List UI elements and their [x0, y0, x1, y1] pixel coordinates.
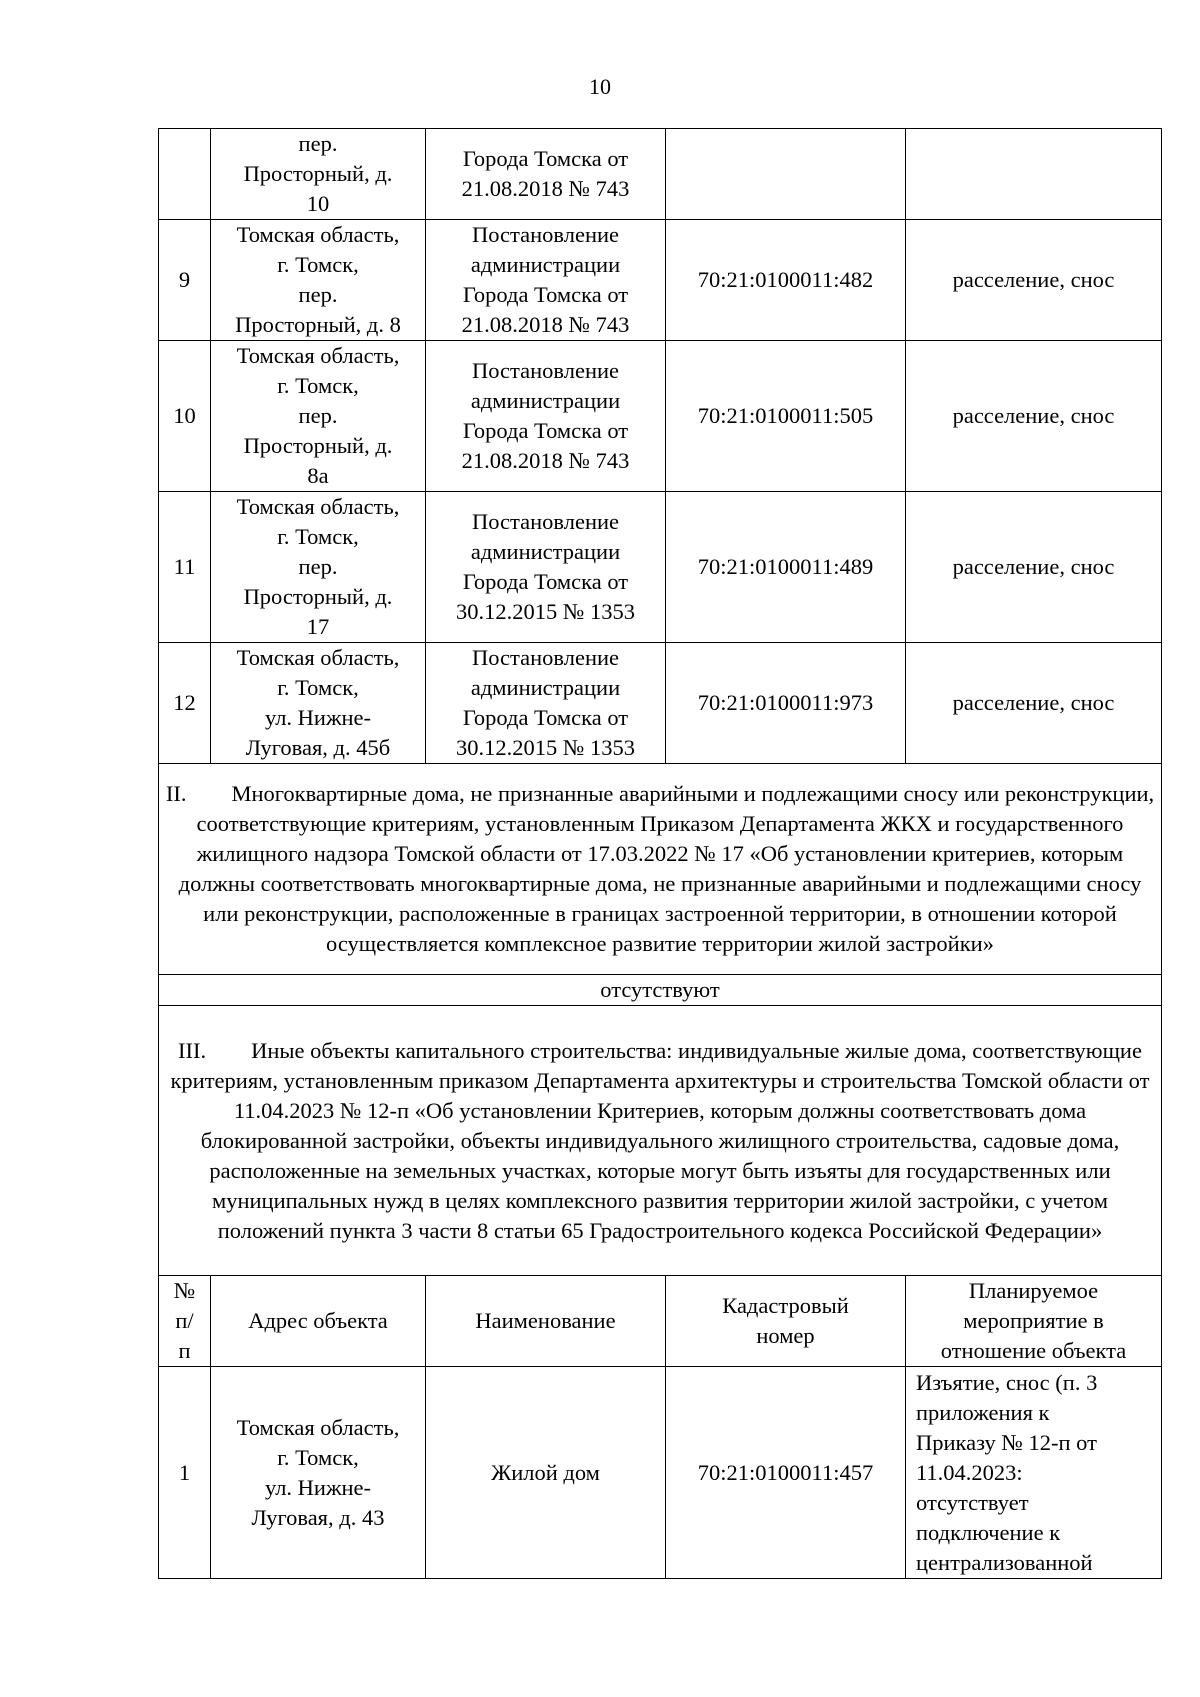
document-cell: Постановление администрации Города Томска от 30.12.2015 № 1353	[426, 643, 666, 764]
document-cell: Постановление администрации Города Томска от 21.08.2018 № 743	[426, 220, 666, 341]
action-cell: расселение, снос	[906, 220, 1162, 341]
cadastral-cell: 70:21:0100011:482	[666, 220, 906, 341]
header-address: Адрес объекта	[211, 1276, 426, 1367]
action-cell: расселение, снос	[906, 341, 1162, 492]
objects-table	[158, 128, 1162, 1579]
table-header-row	[159, 1276, 1162, 1367]
section-heading-row	[159, 1006, 1162, 1276]
section-heading-row	[159, 764, 1162, 975]
document-cell: Постановление администрации Города Томска от 30.12.2015 № 1353	[426, 492, 666, 643]
row-number-cell: 12	[159, 643, 211, 764]
table-row	[159, 643, 1162, 764]
cadastral-cell	[666, 129, 906, 220]
address-cell: Томская область, г. Томск, пер. Просторный, д. 8а	[211, 341, 426, 492]
row-number-cell: 10	[159, 341, 211, 492]
absent-row	[159, 975, 1162, 1006]
table-row	[159, 129, 1162, 220]
row-number-cell: 1	[159, 1367, 211, 1579]
name-cell: Жилой дом	[426, 1367, 666, 1579]
section-3-heading: III. Иные объекты капитального строительства: индивидуальные жилые дома, соответствующие критериям, установленным приказом Департамента архитектуры и строительства Томской области от 11.04.2023 № 12-п «Об установлении Критериев, которым должны соответствовать дома блокированной застройки, объекты индивидуального жилищного строительства, садовые дома, расположенные на земельных участках, которые могут быть изъяты для государственных или муниципальных нужд в целях комплексного развития территории жилой застройки, с учетом положений пункта 3 части 8 статьи 65 Градостроительного кодекса Российской Федерации»	[159, 1006, 1162, 1276]
row-number-cell: 9	[159, 220, 211, 341]
table-row	[159, 220, 1162, 341]
address-cell: пер. Просторный, д. 10	[211, 129, 426, 220]
header-name: Наименование	[426, 1276, 666, 1367]
section-2-absent-text: отсутствуют	[159, 975, 1162, 1006]
address-cell: Томская область, г. Томск, пер. Просторный, д. 8	[211, 220, 426, 341]
action-cell: расселение, снос	[906, 492, 1162, 643]
cadastral-cell: 70:21:0100011:505	[666, 341, 906, 492]
header-action: Планируемое мероприятие в отношение объекта	[906, 1276, 1162, 1367]
document-cell: Постановление администрации Города Томска от 21.08.2018 № 743	[426, 341, 666, 492]
cadastral-cell: 70:21:0100011:489	[666, 492, 906, 643]
header-num: № п/ п	[159, 1276, 211, 1367]
address-cell: Томская область, г. Томск, пер. Просторный, д. 17	[211, 492, 426, 643]
table-row	[159, 1367, 1162, 1579]
cadastral-cell: 70:21:0100011:457	[666, 1367, 906, 1579]
cadastral-cell: 70:21:0100011:973	[666, 643, 906, 764]
page-number: 10	[589, 74, 611, 99]
action-cell	[906, 129, 1162, 220]
header-cadastral: Кадастровый номер	[666, 1276, 906, 1367]
address-cell: Томская область, г. Томск, ул. Нижне- Луговая, д. 43	[211, 1367, 426, 1579]
action-cell: Изъятие, снос (п. 3 приложения к Приказу № 12-п от 11.04.2023: отсутствует подключение к централизованной	[906, 1367, 1162, 1579]
row-number-cell: 11	[159, 492, 211, 643]
address-cell: Томская область, г. Томск, ул. Нижне- Луговая, д. 45б	[211, 643, 426, 764]
table-row	[159, 492, 1162, 643]
row-number-cell	[159, 129, 211, 220]
action-cell: расселение, снос	[906, 643, 1162, 764]
section-2-heading: II. Многоквартирные дома, не признанные аварийными и подлежащими сносу или реконструкции, соответствующие критериям, установленным Приказом Департамента ЖКХ и государственного жилищного надзора Томской области от 17.03.2022 № 17 «Об установлении критериев, которым должны соответствовать многоквартирные дома, не признанные аварийными и подлежащими сносу или реконструкции, расположенные в границах застроенной территории, в отношении которой осуществляется комплексное развитие территории жилой застройки»	[159, 764, 1162, 975]
table-row	[159, 341, 1162, 492]
document-cell: Города Томска от 21.08.2018 № 743	[426, 129, 666, 220]
